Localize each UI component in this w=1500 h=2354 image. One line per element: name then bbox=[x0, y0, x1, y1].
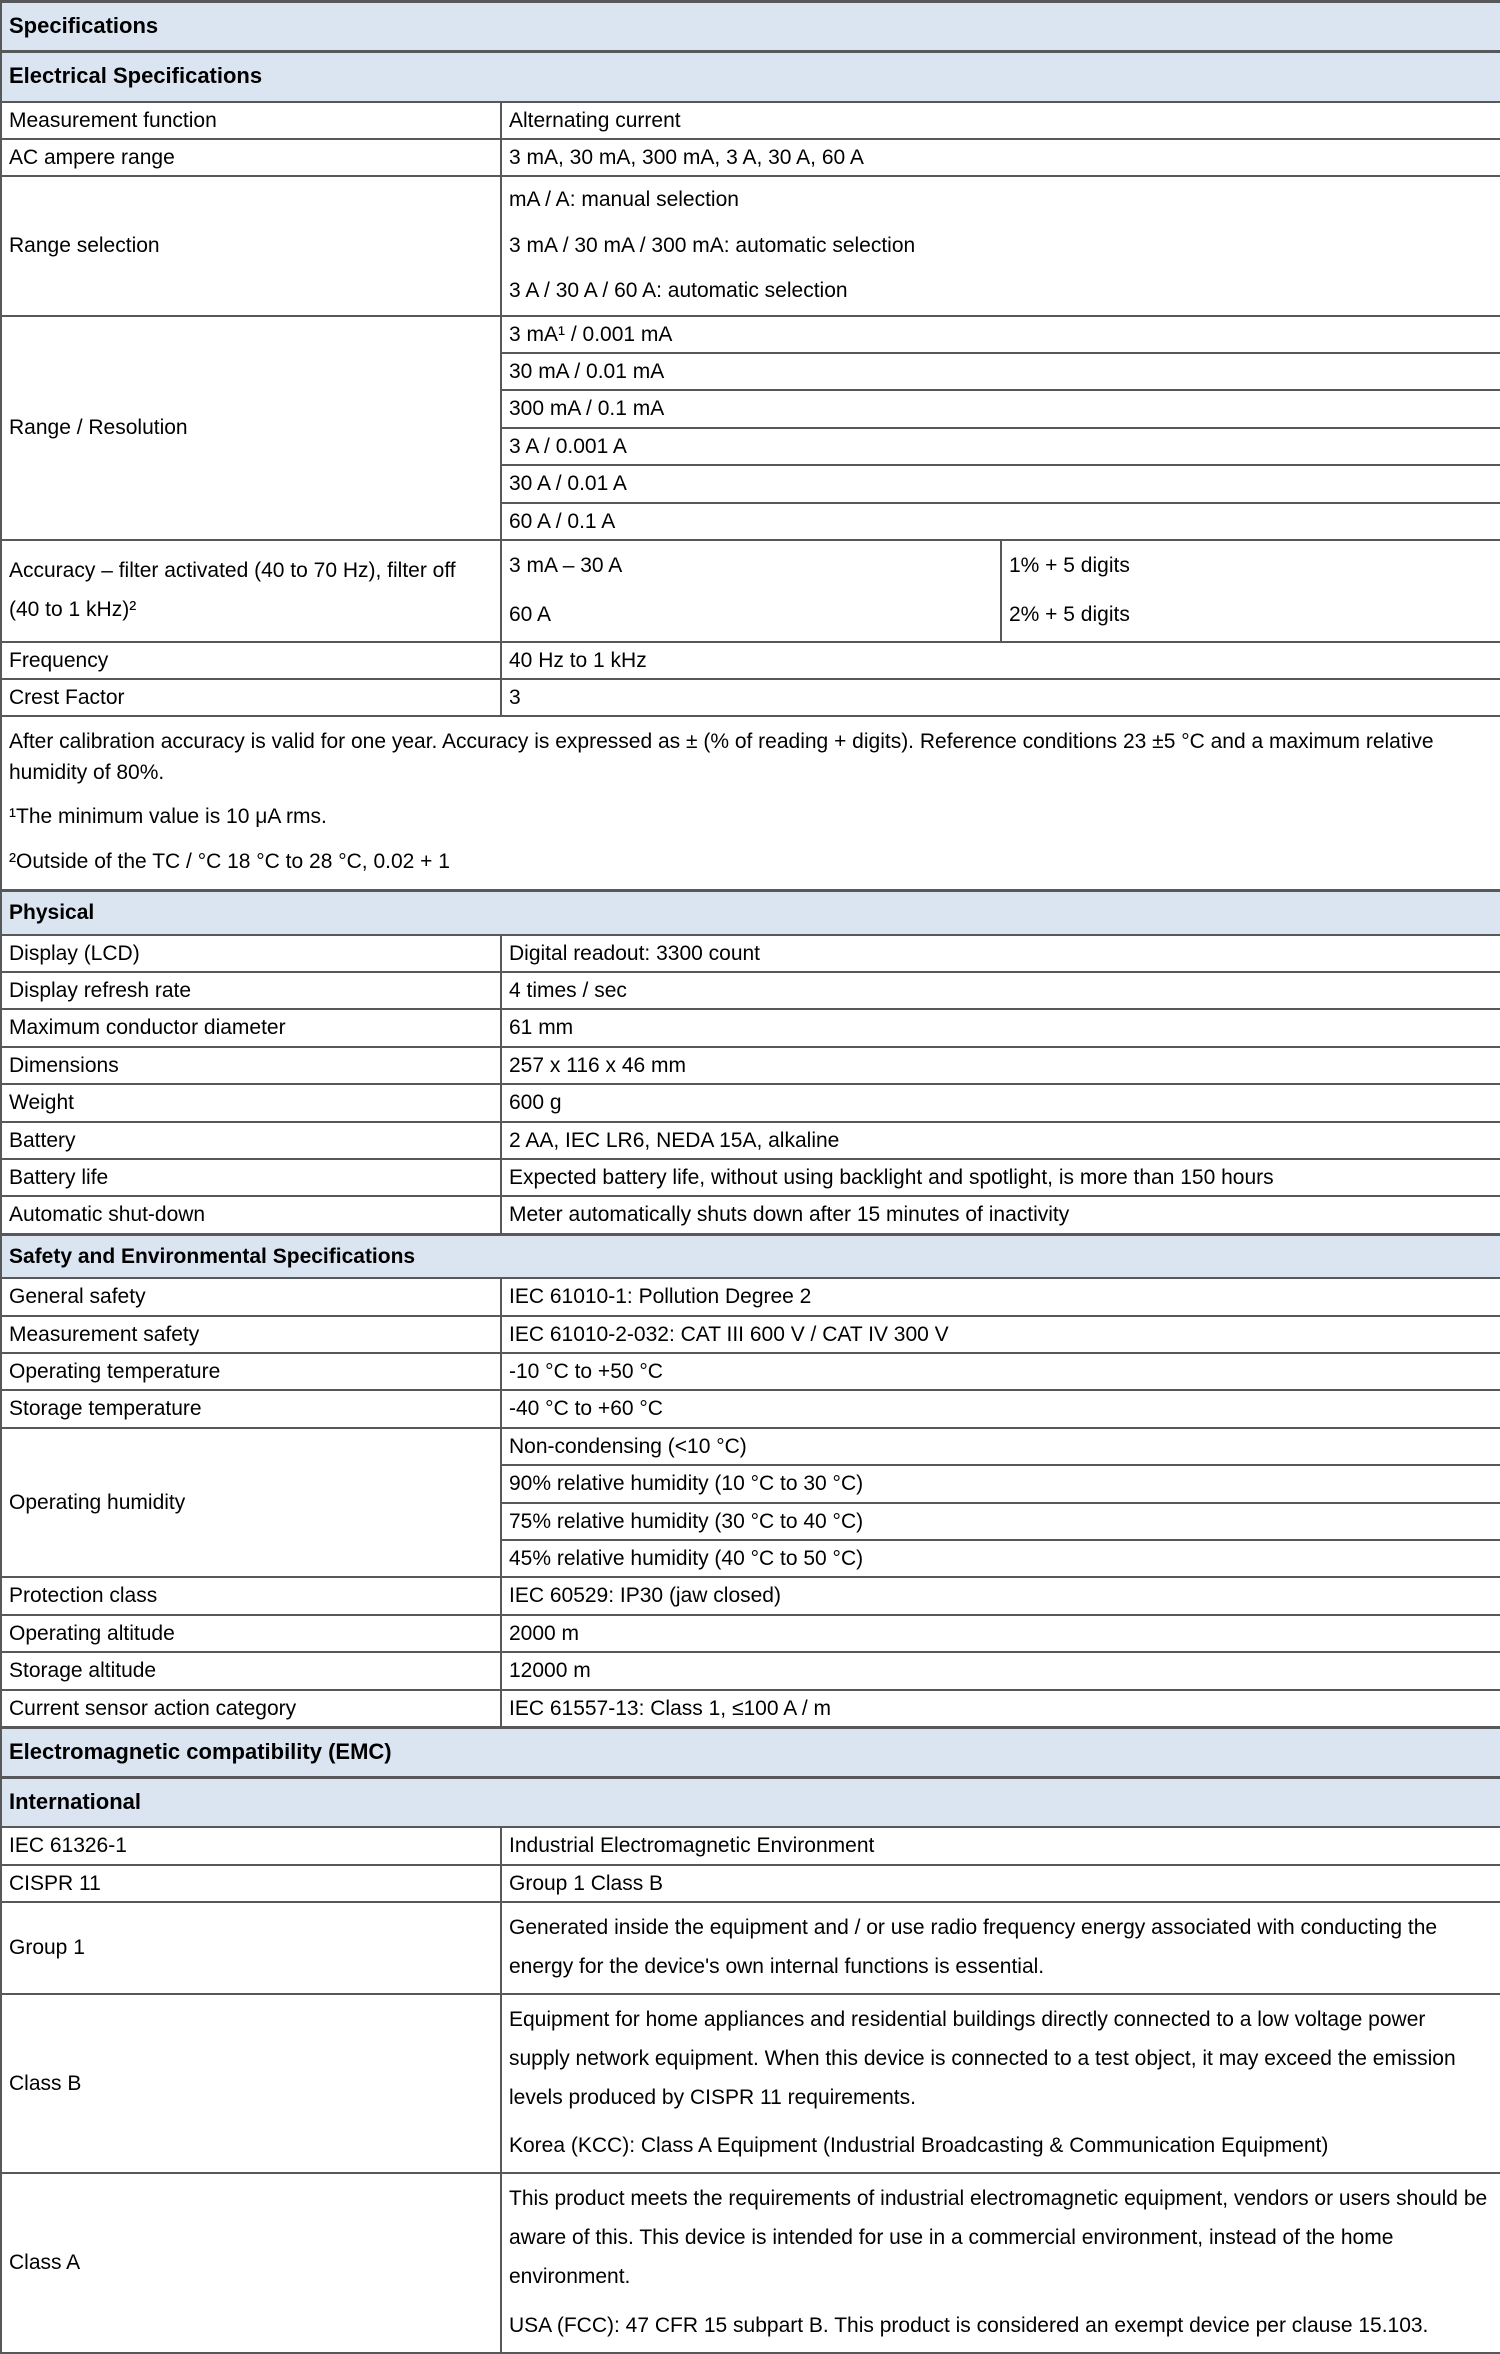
spec-value: 90% relative humidity (10 °C to 30 °C) bbox=[501, 1465, 1500, 1502]
row-storage-temperature bbox=[1, 1390, 1500, 1427]
spec-label: Battery bbox=[1, 1122, 501, 1159]
range-selection-line: 3 mA / 30 mA / 300 mA: automatic selection bbox=[509, 233, 916, 257]
row-display-refresh-rate bbox=[1, 972, 1500, 1009]
spec-value: IEC 61010-2-032: CAT III 600 V / CAT IV 300 V bbox=[501, 1316, 1500, 1353]
spec-value: 3 A / 0.001 A bbox=[501, 428, 1500, 465]
row-footnotes bbox=[1, 716, 1500, 890]
spec-label: Weight bbox=[1, 1084, 501, 1121]
spec-label: AC ampere range bbox=[1, 139, 501, 176]
row-current-sensor-action-category bbox=[1, 1690, 1500, 1728]
spec-label: Storage altitude bbox=[1, 1652, 501, 1689]
row-measurement-function bbox=[1, 102, 1500, 139]
section-header-row bbox=[1, 891, 1500, 935]
row-battery bbox=[1, 1122, 1500, 1159]
spec-value: 2 AA, IEC LR6, NEDA 15A, alkaline bbox=[501, 1122, 1500, 1159]
spec-value: Industrial Electromagnetic Environment bbox=[501, 1827, 1500, 1864]
spec-value: 3 bbox=[501, 679, 1500, 716]
spec-label: IEC 61326-1 bbox=[1, 1827, 501, 1864]
footnote: ²Outside of the TC / °C 18 °C to 28 °C, 0.02 + 1 bbox=[9, 849, 450, 873]
spec-value: Digital readout: 3300 count bbox=[501, 935, 1500, 972]
spec-value: IEC 61557-13: Class 1, ≤100 A / m bbox=[501, 1690, 1500, 1728]
spec-label: Battery life bbox=[1, 1159, 501, 1196]
spec-value: 45% relative humidity (40 °C to 50 °C) bbox=[501, 1540, 1500, 1577]
spec-label: Current sensor action category bbox=[1, 1690, 501, 1728]
spec-label: Display (LCD) bbox=[1, 935, 501, 972]
row-crest-factor bbox=[1, 679, 1500, 716]
spec-label: Operating temperature bbox=[1, 1353, 501, 1390]
spec-label: Display refresh rate bbox=[1, 972, 501, 1009]
spec-value: Expected battery life, without using backlight and spotlight, is more than 150 hours bbox=[501, 1159, 1500, 1196]
spec-value: Group 1 Class B bbox=[501, 1865, 1500, 1902]
spec-label: General safety bbox=[1, 1278, 501, 1315]
row-iec-61326-1 bbox=[1, 1827, 1500, 1864]
accuracy-spec: 2% + 5 digits bbox=[1009, 602, 1130, 626]
section-header-physical: Physical bbox=[1, 891, 1500, 935]
row-class-b bbox=[1, 1994, 1500, 2173]
spec-label: Crest Factor bbox=[1, 679, 501, 716]
spec-value: 40 Hz to 1 kHz bbox=[501, 642, 1500, 679]
row-max-conductor-diameter bbox=[1, 1009, 1500, 1046]
row-battery-life bbox=[1, 1159, 1500, 1196]
section-header-row bbox=[1, 1234, 1500, 1278]
row-measurement-safety bbox=[1, 1316, 1500, 1353]
row-range-resolution bbox=[1, 316, 1500, 353]
spec-value: 300 mA / 0.1 mA bbox=[501, 390, 1500, 427]
spec-value: 3 mA, 30 mA, 300 mA, 3 A, 30 A, 60 A bbox=[501, 139, 1500, 176]
spec-value: 2000 m bbox=[501, 1615, 1500, 1652]
row-display-lcd bbox=[1, 935, 1500, 972]
row-cispr-11 bbox=[1, 1865, 1500, 1902]
spec-value: 600 g bbox=[501, 1084, 1500, 1121]
spec-value: Non-condensing (<10 °C) bbox=[501, 1428, 1500, 1465]
row-class-a bbox=[1, 2173, 1500, 2352]
spec-value: IEC 61010-1: Pollution Degree 2 bbox=[501, 1278, 1500, 1315]
spec-value: 30 A / 0.01 A bbox=[501, 465, 1500, 502]
class-a-paragraph: USA (FCC): 47 CFR 15 subpart B. This product is considered an exempt device per clause 15.103. bbox=[509, 2313, 1429, 2337]
row-dimensions bbox=[1, 1047, 1500, 1084]
section-header-row bbox=[1, 52, 1500, 102]
spec-value: 4 times / sec bbox=[501, 972, 1500, 1009]
spec-label: Class A bbox=[1, 2173, 501, 2352]
row-operating-humidity bbox=[1, 1428, 1500, 1465]
class-b-paragraph: Equipment for home appliances and residential buildings directly connected to a low voltage power supply network equipment. When this device is connected to a test object, it may exceed the emission levels produced by CISPR 11 requirements. bbox=[509, 2007, 1456, 2109]
spec-value: 60 A / 0.1 A bbox=[501, 503, 1500, 540]
spec-value-multiline bbox=[501, 176, 1500, 315]
footnotes-cell bbox=[1, 716, 1500, 890]
row-operating-temperature bbox=[1, 1353, 1500, 1390]
range-selection-line: mA / A: manual selection bbox=[509, 188, 739, 212]
spec-label: Accuracy – filter activated (40 to 70 Hz), filter off (40 to 1 kHz)² bbox=[1, 540, 501, 642]
accuracy-range: 60 A bbox=[509, 602, 552, 626]
accuracy-range: 3 mA – 30 A bbox=[509, 553, 623, 577]
spec-label: Class B bbox=[1, 1994, 501, 2173]
row-automatic-shutdown bbox=[1, 1196, 1500, 1234]
footnote: After calibration accuracy is valid for one year. Accuracy is expressed as ± (% of reading + digits). Reference conditions 23 ±5 °C and a maximum relative humidity of 80%. bbox=[9, 730, 1434, 784]
row-operating-altitude bbox=[1, 1615, 1500, 1652]
spec-value: 12000 m bbox=[501, 1652, 1500, 1689]
row-protection-class bbox=[1, 1577, 1500, 1614]
spec-value: 3 mA¹ / 0.001 mA bbox=[501, 316, 1500, 353]
spec-value-multiline bbox=[501, 1994, 1500, 2173]
spec-label: Group 1 bbox=[1, 1902, 501, 1994]
row-range-selection bbox=[1, 176, 1500, 315]
section-header-row bbox=[1, 2, 1500, 52]
spec-label: Measurement function bbox=[1, 102, 501, 139]
row-frequency bbox=[1, 642, 1500, 679]
spec-label: Range / Resolution bbox=[1, 316, 501, 540]
range-selection-line: 3 A / 30 A / 60 A: automatic selection bbox=[509, 279, 848, 303]
row-accuracy bbox=[1, 540, 1500, 642]
accuracy-ranges bbox=[501, 540, 1001, 642]
section-header-electrical: Electrical Specifications bbox=[1, 52, 1500, 102]
row-general-safety bbox=[1, 1278, 1500, 1315]
row-ac-ampere-range bbox=[1, 139, 1500, 176]
spec-value: Alternating current bbox=[501, 102, 1500, 139]
spec-label: Frequency bbox=[1, 642, 501, 679]
row-weight bbox=[1, 1084, 1500, 1121]
spec-label: Operating altitude bbox=[1, 1615, 501, 1652]
accuracy-spec: 1% + 5 digits bbox=[1009, 553, 1130, 577]
spec-value: -10 °C to +50 °C bbox=[501, 1353, 1500, 1390]
spec-label: Automatic shut-down bbox=[1, 1196, 501, 1234]
section-header-international: International bbox=[1, 1777, 1500, 1827]
spec-value: -40 °C to +60 °C bbox=[501, 1390, 1500, 1427]
accuracy-specs bbox=[1001, 540, 1500, 642]
spec-value: 75% relative humidity (30 °C to 40 °C) bbox=[501, 1503, 1500, 1540]
spec-label: Dimensions bbox=[1, 1047, 501, 1084]
spec-value: 30 mA / 0.01 mA bbox=[501, 353, 1500, 390]
spec-label: Measurement safety bbox=[1, 1316, 501, 1353]
section-header-row bbox=[1, 1777, 1500, 1827]
section-header-safety: Safety and Environmental Specifications bbox=[1, 1234, 1500, 1278]
spec-label: Protection class bbox=[1, 1577, 501, 1614]
section-header-row bbox=[1, 1727, 1500, 1777]
spec-label: CISPR 11 bbox=[1, 1865, 501, 1902]
spec-label: Storage temperature bbox=[1, 1390, 501, 1427]
spec-label: Operating humidity bbox=[1, 1428, 501, 1578]
spec-value: Meter automatically shuts down after 15 minutes of inactivity bbox=[501, 1196, 1500, 1234]
section-header-specifications: Specifications bbox=[1, 2, 1500, 52]
row-group-1 bbox=[1, 1902, 1500, 1994]
spec-label: Maximum conductor diameter bbox=[1, 1009, 501, 1046]
spec-label: Range selection bbox=[1, 176, 501, 315]
section-header-emc: Electromagnetic compatibility (EMC) bbox=[1, 1727, 1500, 1777]
spec-value: Generated inside the equipment and / or use radio frequency energy associated with conducting the energy for the device's own internal functions is essential. bbox=[501, 1902, 1500, 1994]
class-b-paragraph: Korea (KCC): Class A Equipment (Industrial Broadcasting & Communication Equipment) bbox=[509, 2134, 1329, 2158]
spec-value: IEC 60529: IP30 (jaw closed) bbox=[501, 1577, 1500, 1614]
spec-value: 61 mm bbox=[501, 1009, 1500, 1046]
spec-value-multiline bbox=[501, 2173, 1500, 2352]
row-storage-altitude bbox=[1, 1652, 1500, 1689]
spec-value: 257 x 116 x 46 mm bbox=[501, 1047, 1500, 1084]
class-a-paragraph: This product meets the requirements of industrial electromagnetic equipment, vendors or users should be aware of this. This device is intended for use in a commercial environment, instead of the home environment. bbox=[509, 2187, 1488, 2288]
footnote: ¹The minimum value is 10 μA rms. bbox=[9, 805, 327, 829]
